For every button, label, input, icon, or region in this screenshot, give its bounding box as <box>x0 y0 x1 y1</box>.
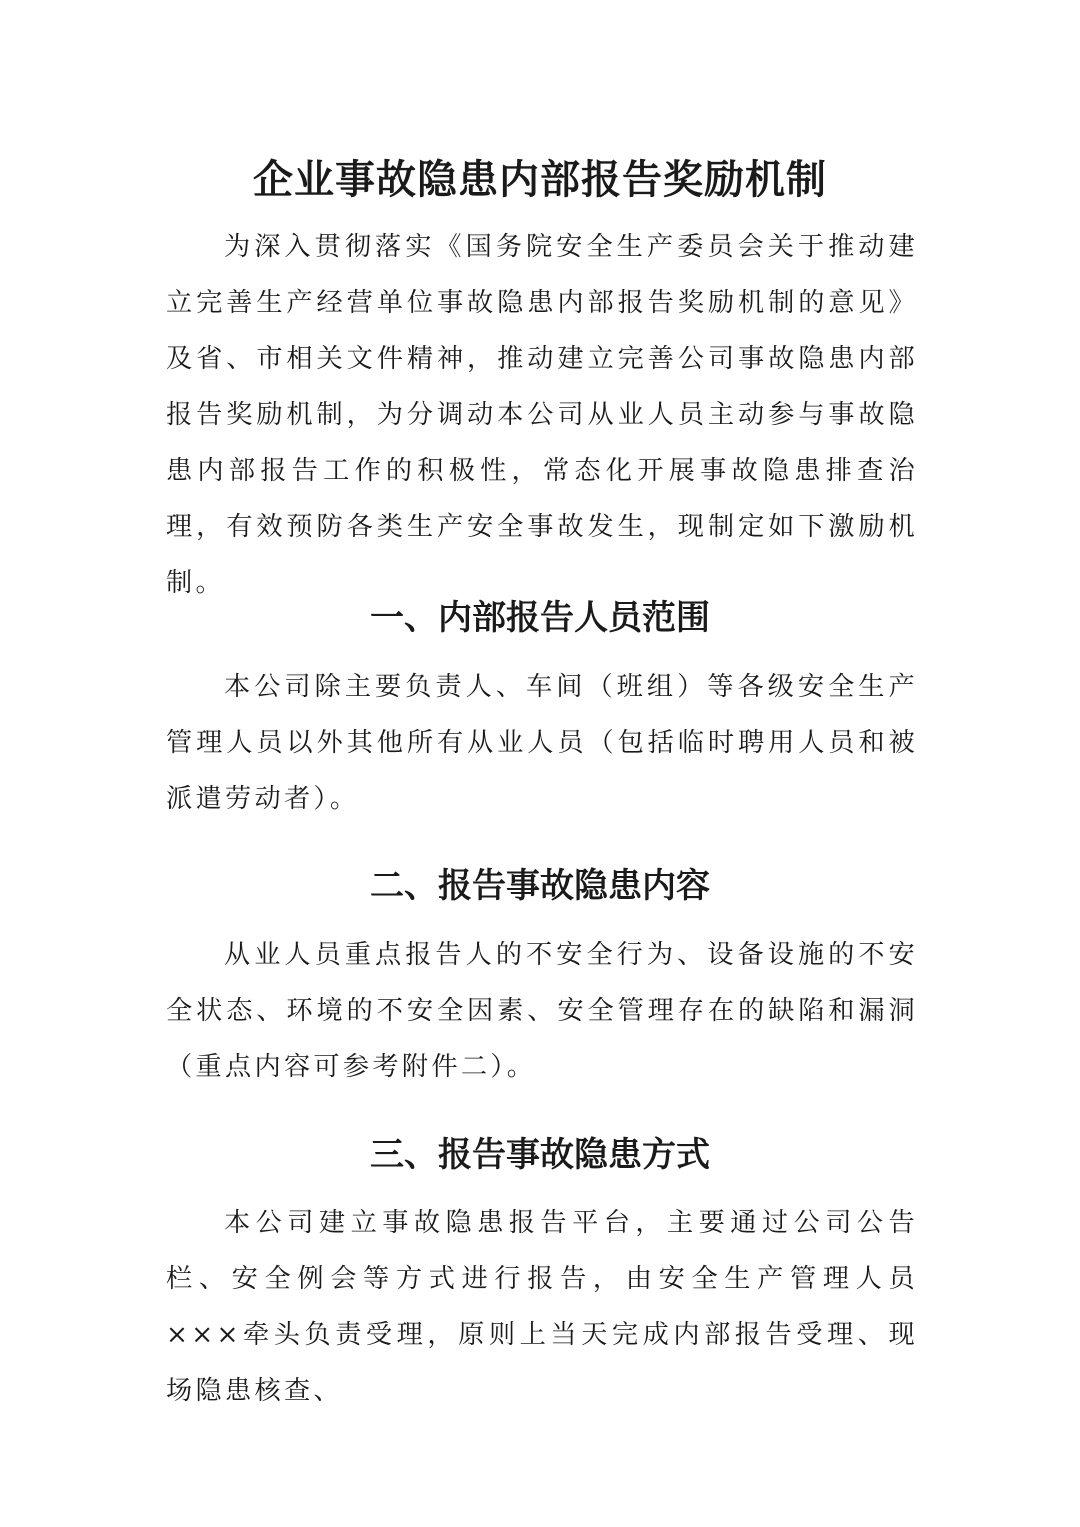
section-3-heading: 三、报告事故隐患方式 <box>370 1135 710 1175</box>
section-1-heading: 一、内部报告人员范围 <box>370 598 710 638</box>
intro-paragraph: 为深入贯彻落实《国务院安全生产委员会关于推动建立完善生产经营单位事故隐患内部报告奖励机制的意见》及省、市相关文件精神，推动建立完善公司事故隐患内部报告奖励机制，为分调动本公司从业人员主动参与事故隐患内部报告工作的积极性，常态化开展事故隐患排查治理，有效预防各类生产安全事故发生，现制定如下激励机制。 <box>166 232 918 598</box>
document-title: 企业事故隐患内部报告奖励机制 <box>253 157 827 203</box>
section-2-body: 从业人员重点报告人的不安全行为、设备设施的不安全状态、环境的不安全因素、安全管理存在的缺陷和漏洞（重点内容可参考附件二）。 <box>166 940 918 1082</box>
section-2-heading: 二、报告事故隐患内容 <box>370 866 710 906</box>
section-3-body: 本公司建立事故隐患报告平台，主要通过公司公告栏、安全例会等方式进行报告，由安全生产管理人员×××牵头负责受理，原则上当天完成内部报告受理、现场隐患核查、 <box>166 1208 918 1406</box>
section-1-body: 本公司除主要负责人、车间（班组）等各级安全生产管理人员以外其他所有从业人员（包括临时聘用人员和被派遣劳动者）。 <box>166 672 918 814</box>
